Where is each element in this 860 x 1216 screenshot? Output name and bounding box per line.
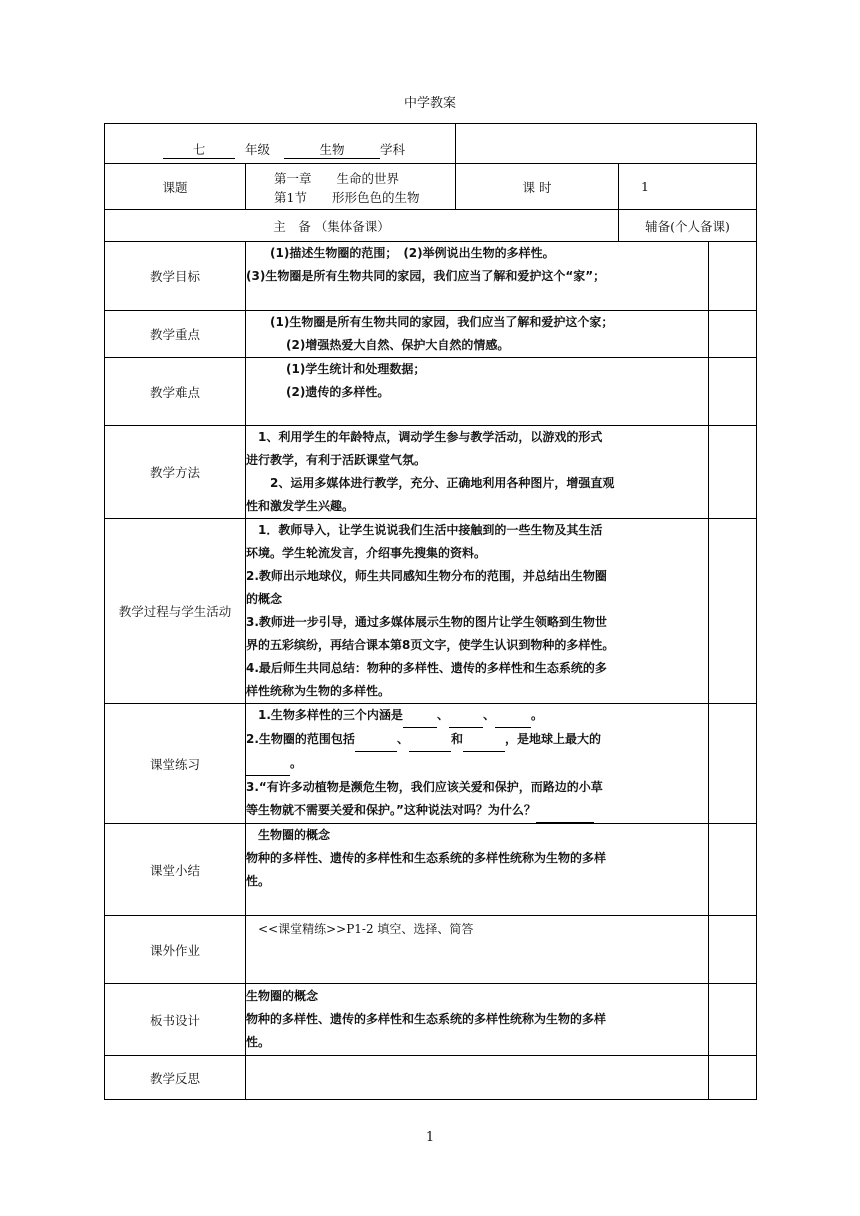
exercise-q3-line-2: [246, 799, 708, 823]
homework-row: [105, 916, 757, 984]
board-line-3: 性。: [246, 1035, 271, 1049]
hours-label: 课 时: [456, 164, 619, 210]
subject-label: 学科: [379, 142, 405, 157]
reflection-content: [246, 1056, 709, 1100]
aux-prep-header: 辅备(个人备课): [619, 210, 757, 242]
exercise-aux: [709, 704, 757, 824]
exercise-q2-blank-2: [409, 728, 451, 752]
grade-label: 年级: [244, 142, 270, 157]
subject-value: 生物: [284, 140, 380, 159]
methods-content: [246, 426, 709, 519]
reflection-aux: [709, 1056, 757, 1100]
process-line-6: 界的五彩缤纷，再结合课本第8页文字，使学生认识到物种的多样性。: [246, 638, 615, 652]
page-number: 1: [425, 1130, 435, 1145]
topic-chapter: 第一章 生命的世界: [274, 170, 400, 186]
process-line-8: 样性统称为生物的多样性。: [246, 684, 391, 698]
summary-row: [105, 824, 757, 916]
grade-subject-row: [105, 124, 757, 164]
methods-label: 教学方法: [105, 426, 246, 519]
process-aux: [709, 519, 757, 704]
board-line-1: 生物圈的概念: [246, 989, 319, 1003]
difficulty-line-2: (2)遗传的多样性。: [286, 385, 390, 399]
summary-label: 课堂小结: [105, 824, 246, 916]
exercise-q2-tail: ，是地球上最大的: [504, 732, 601, 746]
objective-line-2: (3)生物圈是所有生物共同的家园，我们应当了解和爱护这个“家”；: [246, 269, 606, 283]
key-points-aux: [709, 311, 757, 358]
exercise-content: [246, 704, 709, 824]
objectives-aux: [709, 242, 757, 311]
summary-line-1: 生物圈的概念: [258, 828, 331, 842]
topic-row: [105, 164, 757, 210]
grade-value: 七: [163, 140, 235, 159]
board-label: 板书设计: [105, 984, 246, 1056]
exercise-q2-sep-1: 、: [396, 732, 409, 746]
methods-row: [105, 426, 757, 519]
exercise-q2-blank-4: [246, 752, 290, 776]
reflection-label: 教学反思: [105, 1056, 246, 1100]
objectives-content: [246, 242, 709, 311]
empty-header-cell: [456, 124, 757, 164]
topic-cell: [246, 164, 456, 210]
exercise-q3-blank: [536, 799, 594, 823]
key-point-line-2: (2)增强热爱大自然、保护大自然的情感。: [286, 338, 510, 352]
process-line-2: 环境。学生轮流发言，介绍事先搜集的资料。: [246, 546, 487, 560]
method-line-2: 进行教学，有利于活跃课堂气氛。: [246, 453, 427, 467]
difficulties-label: 教学难点: [105, 358, 246, 426]
topic-section: 第1节 形形色色的生物: [274, 189, 420, 205]
process-line-1: 1．教师导入，让学生说说我们生活中接触到的一些生物及其生活: [258, 523, 603, 537]
summary-line-2: 物种的多样性、遗传的多样性和生态系统的多样性统称为生物的多样: [246, 851, 607, 865]
objective-line-1: (1)描述生物圈的范围； (2)举例说出生物的多样性。: [270, 246, 555, 260]
methods-aux: [709, 426, 757, 519]
process-line-3: 2.教师出示地球仪，师生共同感知生物分布的范围，并总结出生物圈: [246, 569, 607, 583]
process-line-4: 的概念: [246, 592, 283, 606]
method-line-4: 性和激发学生兴趣。: [246, 499, 355, 513]
exercise-q1-blank-2: [449, 704, 483, 728]
method-line-1: 1、利用学生的年龄特点，调动学生参与教学活动，以游戏的形式: [258, 430, 603, 444]
objectives-label: 教学目标: [105, 242, 246, 311]
homework-aux: [709, 916, 757, 984]
exercise-q2-blank-1: [355, 728, 397, 752]
exercise-q3-text: 等生物就不需要关爱和保护。”这种说法对吗？为什么？: [246, 803, 536, 817]
prep-header-row: [105, 210, 757, 242]
document-header: 中学教案: [403, 96, 456, 111]
exercise-q1-sep-2: 、: [482, 708, 495, 722]
process-content: [246, 519, 709, 704]
objectives-row: [105, 242, 757, 311]
lesson-plan-table: [104, 123, 757, 1100]
difficulties-row: [105, 358, 757, 426]
exercise-q1-blank-3: [495, 704, 531, 728]
exercise-row: [105, 704, 757, 824]
hours-value: 1: [619, 164, 757, 210]
board-content: [246, 984, 709, 1056]
summary-aux: [709, 824, 757, 916]
process-line-7: 4.最后师生共同总结：物种的多样性、遗传的多样性和生态系统的多: [246, 661, 607, 675]
exercise-q2-end: 。: [290, 756, 303, 770]
method-line-3: 2、运用多媒体进行教学，充分、正确地利用各种图片，增强直观: [270, 476, 615, 490]
key-points-content: [246, 311, 709, 358]
exercise-q1-sep-1: 、: [436, 708, 449, 722]
key-points-row: [105, 311, 757, 358]
homework-label: 课外作业: [105, 916, 246, 984]
difficulties-aux: [709, 358, 757, 426]
homework-content: [246, 916, 709, 984]
key-point-line-1: (1)生物圈是所有生物共同的家园，我们应当了解和爱护这个家；: [270, 315, 614, 329]
exercise-q3-line-1: 3.“有许多动植物是濒危生物，我们应该关爱和保护，而路边的小草: [246, 780, 603, 794]
reflection-row: [105, 1056, 757, 1100]
key-points-label: 教学重点: [105, 311, 246, 358]
homework-text: <<课堂精练>>P1-2 填空、选择、简答: [258, 922, 474, 936]
exercise-q1-end: 。: [530, 708, 543, 722]
process-row: [105, 519, 757, 704]
board-line-2: 物种的多样性、遗传的多样性和生态系统的多样性统称为生物的多样: [246, 1012, 607, 1026]
exercise-q2-cont: [246, 752, 708, 776]
exercise-q1: [246, 704, 708, 728]
summary-content: [246, 824, 709, 916]
difficulties-content: [246, 358, 709, 426]
exercise-q1-blank-1: [403, 704, 437, 728]
exercise-q1-text: 1.生物多样性的三个内涵是: [258, 708, 403, 722]
process-line-5: 3.教师进一步引导，通过多媒体展示生物的图片让学生领略到生物世: [246, 615, 607, 629]
exercise-q2-sep-2: 和: [450, 732, 463, 746]
exercise-q2: [246, 728, 708, 752]
board-aux: [709, 984, 757, 1056]
topic-label: 课题: [105, 164, 246, 210]
main-prep-header: 主 备 （集体备课）: [105, 210, 619, 242]
exercise-label: 课堂练习: [105, 704, 246, 824]
exercise-q2-blank-3: [463, 728, 505, 752]
board-row: [105, 984, 757, 1056]
grade-subject-cell: [105, 124, 456, 164]
exercise-q2-text: 2.生物圈的范围包括: [246, 732, 355, 746]
difficulty-line-1: (1)学生统计和处理数据；: [286, 362, 426, 376]
process-label: 教学过程与学生活动: [105, 519, 246, 704]
summary-line-3: 性。: [246, 874, 271, 888]
